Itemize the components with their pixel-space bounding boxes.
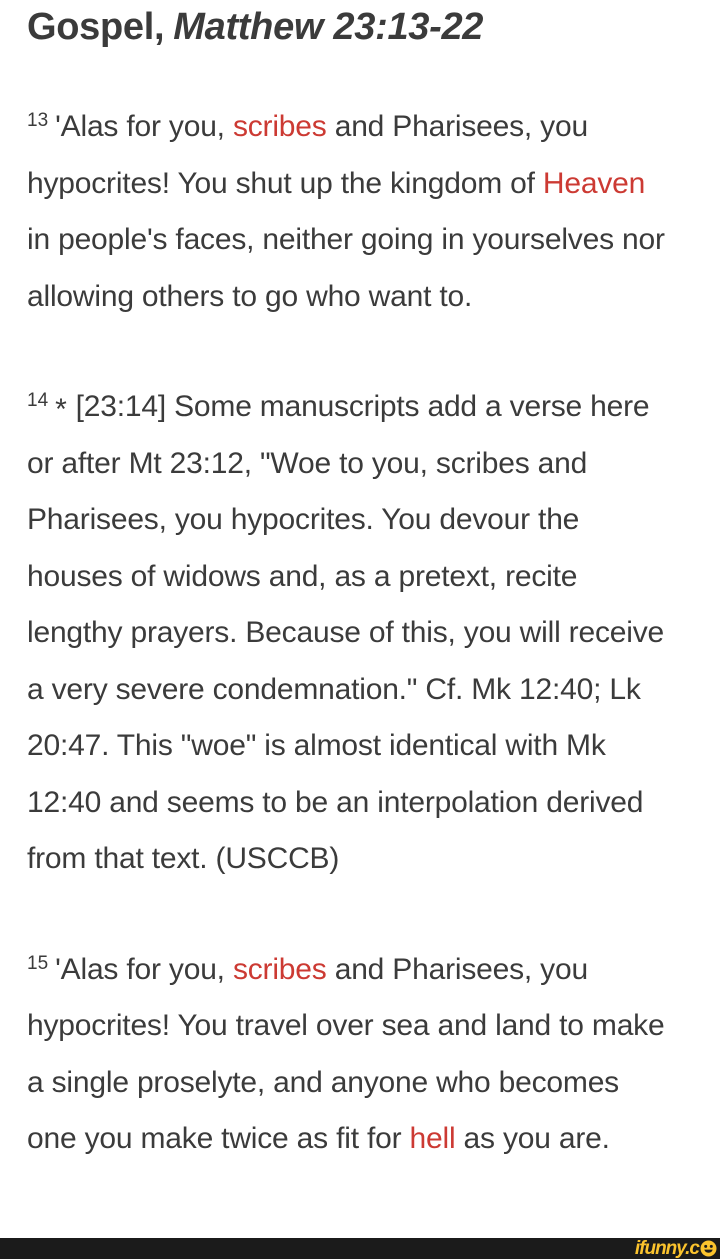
- smiley-icon: [700, 1240, 717, 1257]
- verse-paragraph-14: [27, 379, 667, 888]
- verse-paragraph-15: [27, 942, 667, 1168]
- page-title: [27, 4, 693, 50]
- footnote-asterisk: *: [55, 393, 67, 426]
- link-hell[interactable]: hell: [409, 1122, 456, 1155]
- link-scribes[interactable]: scribes: [232, 110, 327, 143]
- ifunny-watermark-text: ifunny.c: [634, 1238, 699, 1259]
- link-scribes[interactable]: scribes: [232, 952, 327, 986]
- verse-13-text: and Pharisees, you hypocrites! You shut up the kingdom of: [27, 110, 588, 200]
- verse-14-text: [23:14] Some manuscripts add a verse here or after Mt 23:12, "Woe to you, scribes and Pharisees, you hypocrites. You devour the houses of widows and, as a pretext, recite lengthy prayers. Because of this, you will receive a very severe condemnation." Cf. Mk 12:40; Lk 20:47. This "woe" is almost identical with Mk 12:40 and seems to be an interpolation derived from that text. (USCCB): [27, 390, 664, 875]
- verse-number-15: 15: [27, 952, 49, 974]
- verse-13-text: 'Alas for you,: [55, 110, 233, 143]
- ifunny-watermark: [635, 1238, 717, 1259]
- title-section-label: Gospel,: [27, 6, 165, 48]
- verse-number-13: 13: [27, 110, 49, 131]
- passage-content: [0, 4, 720, 1168]
- verse-15-text: and Pharisees, you hypocrites! You travel over sea and land to make a single proselyte, and anyone who becomes one you make twice as fit for: [27, 952, 665, 1155]
- verse-15-text: 'Alas for you,: [55, 952, 233, 986]
- verse-15-text: as you are.: [455, 1122, 610, 1155]
- verse-paragraph-13: [27, 99, 667, 325]
- watermark-bar: [0, 1238, 720, 1259]
- link-heaven[interactable]: Heaven: [542, 166, 646, 200]
- verse-number-14: 14: [27, 390, 49, 411]
- verse-13-text: in people's faces, neither going in yourselves nor allowing others to go who want to.: [27, 223, 665, 313]
- title-scripture-reference: Matthew 23:13-22: [173, 6, 484, 48]
- passage-body: [27, 99, 667, 1168]
